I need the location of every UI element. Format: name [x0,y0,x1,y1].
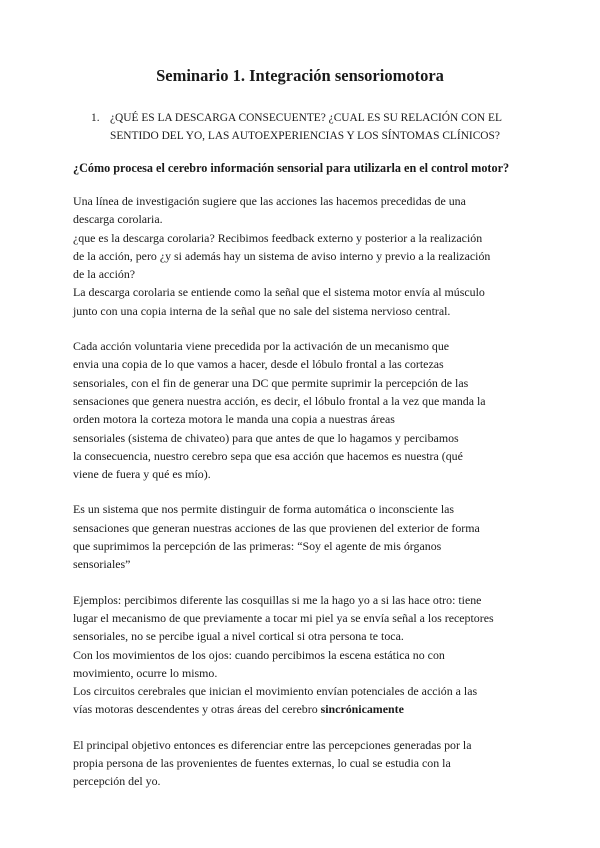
text-line: envia una copia de lo que vamos a hacer, desde el lóbulo frontal a las cortezas [73,357,444,372]
question-line: ¿QUÉ ES LA DESCARGA CONSECUENTE? ¿CUAL ES SU RELACIÓN CON EL [110,112,502,124]
paragraph-accion-voluntaria [73,337,533,483]
text-line: Una línea de investigación sugiere que las acciones las hacemos precedidas de una [73,194,466,208]
text-line: sensoriales, no se percibe igual a nivel cortical si otra persona te toca. [73,629,404,644]
text-line: sensoriales, con el fin de generar una DC que permite suprimir la percepción de las [73,375,469,390]
paragraph-descarga-corolaria [73,192,533,320]
text-line: que suprimimos la percepción de las primeras: “Soy el agente de mis órganos [73,539,442,554]
text-line: Ejemplos: percibimos diferente las cosquillas si me la hago yo a si las hace otro: tiene [73,592,482,607]
text-line: descarga corolaria. [73,212,163,227]
text-line: movimiento, ocurre lo mismo. [73,665,218,680]
document-title: Seminario 1. Integración sensoriomotora [156,66,444,85]
question-line: SENTIDO DEL YO, LAS AUTOEXPERIENCIAS Y LOS SÍNTOMAS CLÍNICOS? [110,130,500,142]
body-text [73,192,533,808]
text-line: viene de fuera y qué es mío). [73,467,211,482]
text-line: Es un sistema que nos permite distinguir de forma automática o inconsciente las [73,502,455,517]
text-line: sensaciones que generan nuestras acciones de las que provienen del exterior de forma [73,520,480,535]
text-line: ¿que es la descarga corolaria? Recibimos feedback externo y posterior a la realización [73,230,483,245]
section-heading: ¿Cómo procesa el cerebro información sensorial para utilizarla en el control motor? [73,161,510,175]
text-line: de la acción? [73,267,136,282]
text-line: Cada acción voluntaria viene precedida por la activación de un mecanismo que [73,339,450,354]
question-number: 1. [91,112,100,124]
text-line: sensoriales” [73,557,131,572]
text-line: El principal objetivo entonces es diferenciar entre las percepciones generadas por la [73,737,472,752]
text-line: la consecuencia, nuestro cerebro sepa que esa acción que hacemos es nuestra (qué [73,448,463,463]
text-line [73,700,533,718]
text-line: lugar el mecanismo de que previamente a tocar mi piel ya se envía señal a los receptores [73,610,494,625]
text-line: La descarga corolaria se entiende como la señal que el sistema motor envía al músculo [73,285,485,300]
text-line: Con los movimientos de los ojos: cuando percibimos la escena estática no con [73,647,445,662]
bold-word: sincrónicamente [320,702,404,717]
text-line: sensaciones que genera nuestra acción, es decir, el lóbulo frontal a la vez que manda la [73,393,486,408]
question-text [110,109,521,145]
text-line: sensoriales (sistema de chivateo) para que antes de que lo hagamos y percibamos [73,430,459,445]
paragraph-sistema [73,500,533,573]
question-item [91,109,521,145]
paragraph-ejemplos [73,591,533,719]
text-line: Los circuitos cerebrales que inician el movimiento envían potenciales de acción a las [73,684,478,699]
text-line: percepción del yo. [73,774,161,789]
text-line: de la acción, pero ¿y si además hay un sistema de aviso interno y previo a la realización [73,248,491,263]
text-line: propia persona de las provenientes de fuentes externas, lo cual se estudia con la [73,756,451,771]
text-line: junto con una copia interna de la señal que no sale del sistema nervioso central. [73,303,451,318]
text-line-start: vías motoras descendentes y otras áreas del cerebro [73,702,321,717]
paragraph-objetivo [73,736,533,791]
text-line: orden motora la corteza motora le manda una copia a nuestras áreas [73,412,395,427]
